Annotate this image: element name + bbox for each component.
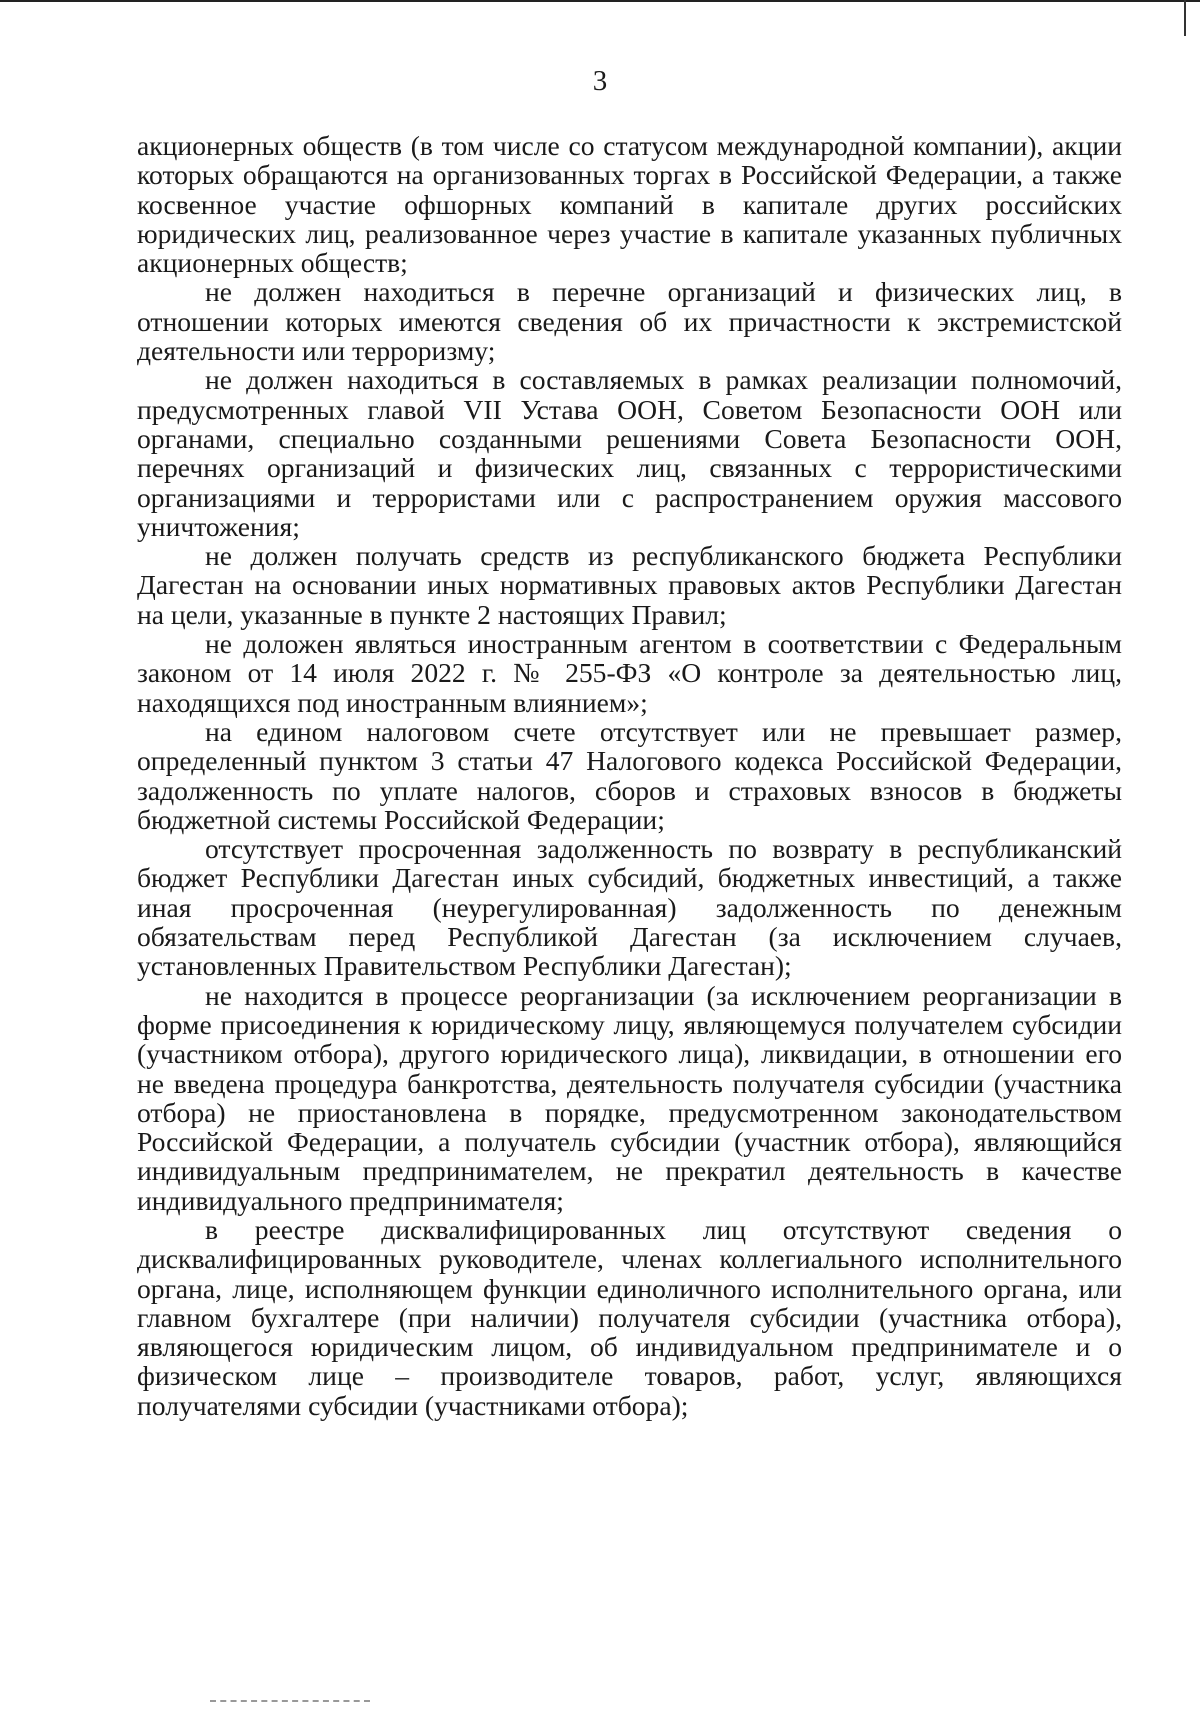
- paragraph-7: отсутствует просроченная задолженность по возврату в республиканский бюджет Республики Дагестан иных субсидий, бюджетных инвестиций, а также иная просроченная (неурегулированная) задолженность по денежным обязательствам перед Республикой Дагестан (за исключением случаев, установленных Правительством Республики Дагестан);: [137, 833, 1122, 982]
- paragraph-9: в реестре дисквалифицированных лиц отсутствуют сведения о дисквалифицированных руководителе, членах коллегиального исполнительного органа, лице, исполняющем функции единоличного исполнительного органа, или главном бухгалтере (при наличии) получателя субсидии (участника отбора), являющегося юридическим лицом, об индивидуальном предпринимателе и о физическом лице – производителе товаров, работ, услуг, являющихся получателями субсидии (участниками отбора);: [137, 1213, 1122, 1421]
- page-number: 3: [592, 65, 608, 97]
- paragraph-6: на едином налоговом счете отсутствует или не превышает размер, определенный пунктом 3 статьи 47 Налогового кодекса Российской Федерации, задолженность по уплате налогов, сборов и страховых взносов в бюджеты бюджетной системы Российской Федерации;: [137, 715, 1122, 835]
- paragraph-3: не должен находиться в составляемых в рамках реализации полномочий, предусмотренных главой VII Устава ООН, Советом Безопасности ООН или органами, специально созданными решениями Совета Безопасности ООН, перечнях организаций и физических лиц, связанных с террористическими организациями и террористами или с распространением оружия массового уничтожения;: [137, 364, 1122, 542]
- scan-edge-top: [0, 0, 1200, 2]
- paragraph-1: акционерных обществ (в том числе со статусом международной компании), акции которых обращаются на организованных торгах в Российской Федерации, а также косвенное участие офшорных компаний в капитале других российских юридических лиц, реализованное через участие в капитале указанных публичных акционерных обществ;: [137, 130, 1122, 279]
- paragraph-2: не должен находиться в перечне организаций и физических лиц, в отношении которых имеются сведения об их причастности к экстремистской деятельности или терроризму;: [137, 276, 1122, 367]
- document-body: [137, 131, 1122, 1420]
- paragraph-5: не доложен являться иностранным агентом в соответствии с Федеральным законом от 14 июля 2022 г. № 255-ФЗ «О контроле за деятельностью лиц, находящихся под иностранным влиянием»;: [137, 628, 1122, 718]
- paragraph-8: не находится в процессе реорганизации (за исключением реорганизации в форме присоединения к юридическому лицу, являющемуся получателем субсидии (участником отбора), другого юридического лица), ликвидации, в отношении его не введена процедура банкротства, деятельность получателя субсидии (участника отбора) не приостановлена в порядке, предусмотренном законодательством Российской Федерации, а получатель субсидии (участник отбора), являющийся индивидуальным предпринимателем, не прекратил деятельность в качестве индивидуального предпринимателя;: [137, 979, 1122, 1216]
- paragraph-4: не должен получать средств из республиканского бюджета Республики Дагестан на основании иных нормативных правовых актов Республики Дагестан на цели, указанные в пункте 2 настоящих Правил;: [137, 540, 1122, 630]
- scan-bottom-marks: [210, 1700, 370, 1705]
- scan-edge-right: [1184, 0, 1186, 36]
